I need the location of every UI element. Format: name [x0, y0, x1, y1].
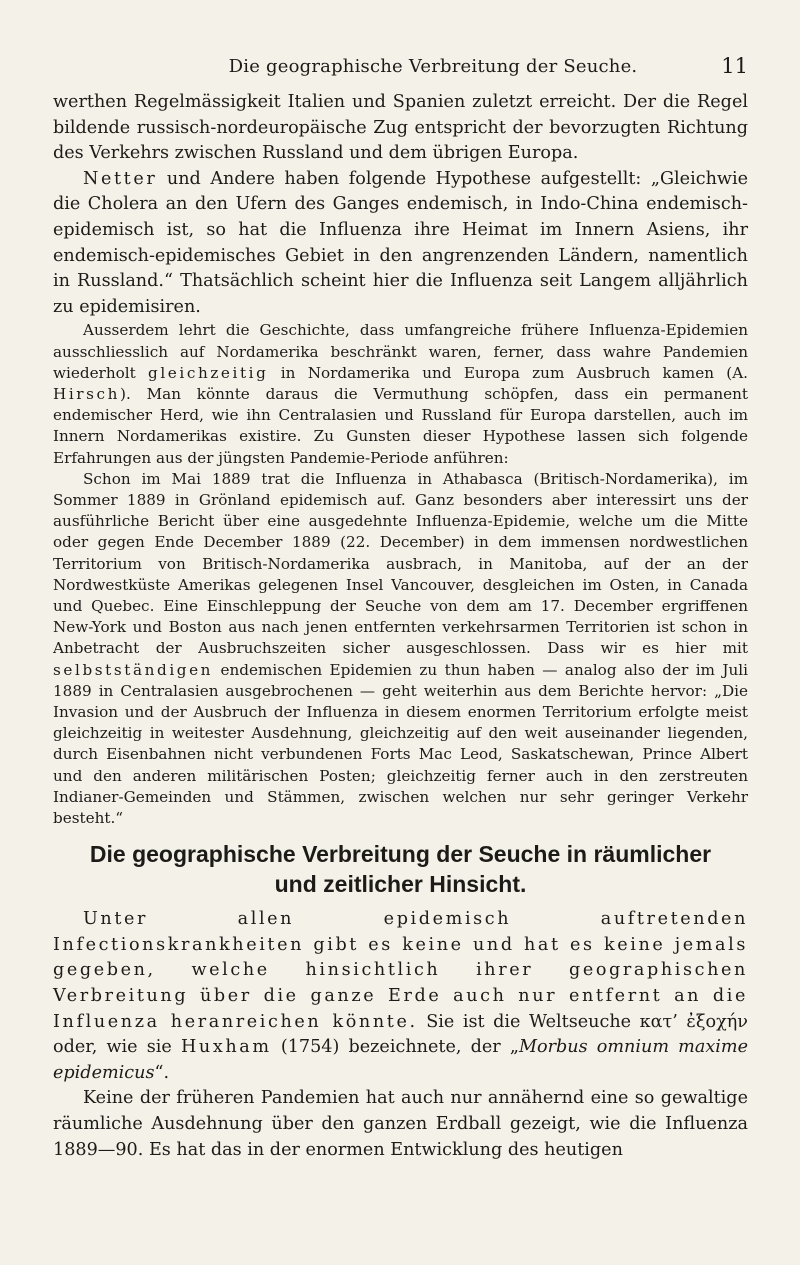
- emphasis-text: Unter allen epidemisch auftretenden Infectionskrankheiten gibt es keine und hat es keine jemals gegeben, welche hinsichtlich ihrer geographischen Verbreitung über die ganze Erde auch nur entfernt an die Influenza heranreichen könnte.: [53, 909, 748, 1032]
- paragraph-text: Schon im Mai 1889 trat die Influenza in Athabasca (Britisch-Nordamerika), im Sommer 1889 in Grönland epidemisch auf. Ganz besonders aber interessirt uns der ausführliche Bericht über eine ausgedehnte Influenza-Epidemie, welche um die Mitte oder gegen Ende December 1889 (22. December) in dem immensen nordwestlichen Territorium von Britisch-Nordamerika ausbrach, in Manitoba, auf der an der Nordwestküste Amerikas gelegenen Insel Vancouver, desgleichen im Osten, in Canada und Quebec. Eine Einschleppung der Seuche von dem am 17. December ergriffenen New-York und Boston aus nach jenen entfernten verkehrsarmen Territorien ist schon in Anbetracht der Ausbruchszeiten sicher ausgeschlossen. Dass wir es hier mit: [53, 469, 748, 658]
- paragraph-text: endemischen Epidemien zu thun haben — analog also der im Juli 1889 in Centralasien ausgebrochenen — geht weiterhin aus dem Berichte hervor: „Die Invasion und der Ausbruch der Influenza in diesem enormen Territorium erfolgte meist gleichzeitig in weitester Ausdehnung, gleichzeitig auf den weit auseinander liegenden, durch Eisenbahnen nicht verbundenen Forts Mac Leod, Saskatschewan, Prince Albert und den anderen militärischen Posten; gleichzeitig ferner auch in den zerstreuten Indianer-Gemeinden und Stämmen, zwischen welchen nur sehr geringer Verkehr besteht.“: [53, 660, 748, 828]
- paragraph-text: oder, wie sie: [53, 1037, 181, 1058]
- paragraph-2: [53, 167, 748, 321]
- section-heading-line-1: Die geographische Verbreitung der Seuche in räumlicher: [89, 841, 712, 868]
- latin-phrase: Morbus omnium maxime epidemicus: [53, 1037, 748, 1083]
- paragraph-3: [53, 320, 748, 468]
- paragraph-text: “.: [154, 1062, 170, 1083]
- body-text: [53, 90, 748, 1163]
- paragraph-text: in Nordamerika und Europa zum Ausbruch kamen (A.: [268, 363, 749, 382]
- author-name: Netter: [83, 168, 158, 189]
- page-number: 11: [721, 54, 748, 78]
- paragraph-4: [53, 469, 748, 829]
- emphasis-text: gleichzeitig: [148, 363, 269, 382]
- paragraph-1: werthen Regelmässigkeit Italien und Spanien zuletzt erreicht. Der die Regel bildende russisch-nordeuropäische Zug entspricht der bevorzugten Richtung des Verkehrs zwischen Russland und dem übrigen Europa.: [53, 92, 748, 164]
- author-name: Hirsch: [53, 384, 121, 403]
- paragraph-text: Sie ist die Weltseuche: [417, 1011, 640, 1032]
- paragraph-text: Ausserdem lehrt die Geschichte, dass umfangreiche frühere Influenza-Epidemien ausschliesslich auf Nordamerika beschränkt waren, ferner, dass wahre Pandemien wiederholt: [53, 321, 748, 382]
- paragraph-text: und Andere haben folgende Hypothese aufgestellt: „Gleichwie die Cholera an den Ufern des Ganges endemisch, in Indo-China endemisch-epidemisch ist, so hat die Influenza ihre Heimat im Innern Asiens, ihr endemisch-epidemisches Gebiet in den angrenzenden Ländern, namentlich in Russland.“ Thatsächlich scheint hier die Influenza seit Langem alljährlich zu epidemisiren.: [53, 168, 748, 317]
- section-heading-line-2: und zeitlicher Hinsicht.: [274, 871, 527, 898]
- section-heading: [53, 839, 748, 899]
- paragraph-5: [53, 907, 748, 1086]
- greek-phrase: κατ’ ἐξοχήν: [639, 1011, 749, 1032]
- paragraph-text: (1754) bezeichnete, der „: [271, 1037, 519, 1058]
- paragraph-text: ). Man könnte daraus die Vermuthung schöpfen, dass ein permanent endemischer Herd, wie ihn Centralasien und Russland für Europa darstellen, auch im Innern Nordamerikas existire. Zu Gunsten dieser Hypothese lassen sich folgende Erfahrungen aus der jüngsten Pandemie-Periode anführen:: [53, 384, 748, 467]
- emphasis-text: selbstständigen: [53, 660, 214, 679]
- running-head: Die geographische Verbreitung der Seuche.: [228, 56, 638, 77]
- page-header: [118, 54, 748, 82]
- paragraph-6: Keine der früheren Pandemien hat auch nur annähernd eine so gewaltige räumliche Ausdehnung über den ganzen Erdball gezeigt, wie die Influenza 1889—90. Es hat das in der enormen Entwicklung des heutigen: [53, 1088, 748, 1160]
- author-name: Huxham: [180, 1037, 272, 1058]
